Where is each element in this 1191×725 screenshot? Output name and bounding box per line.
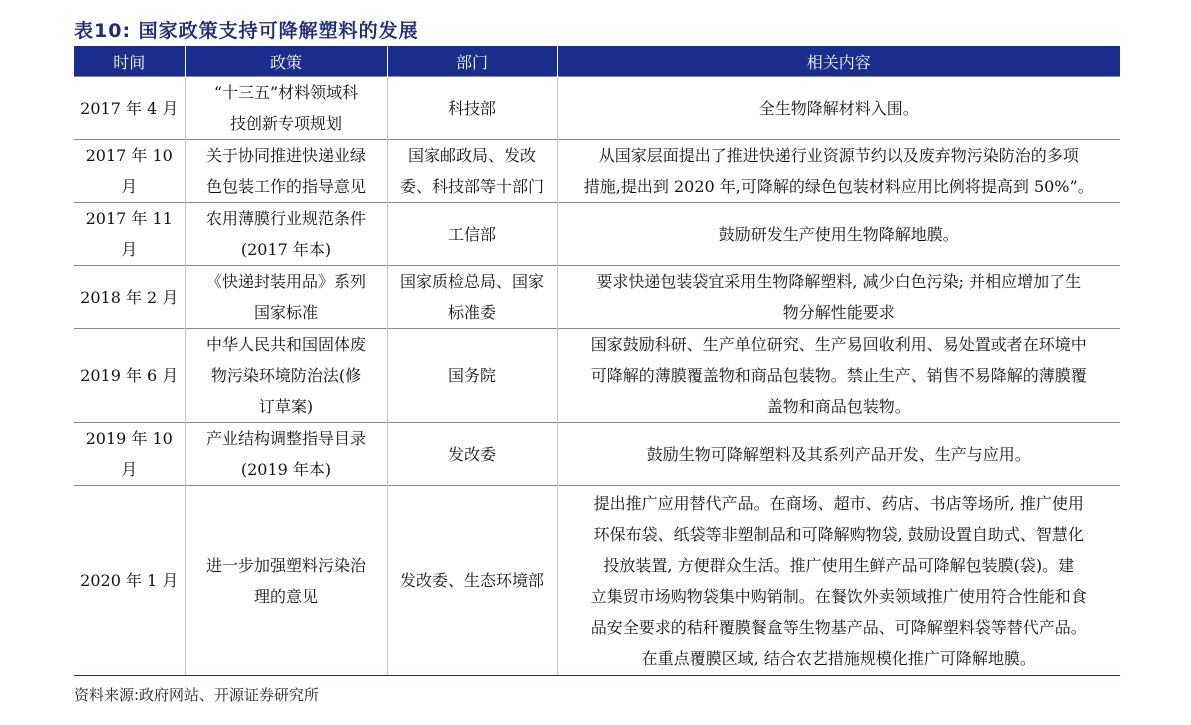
cell-content bbox=[557, 203, 1120, 266]
cell-policy-line: (2017 年本) bbox=[240, 240, 332, 259]
cell-policy-line: 中华人民共和国固体废 bbox=[205, 335, 366, 354]
cell-time: 2019 年 10 月 bbox=[74, 423, 185, 486]
cell-policy-line: 进一步加强塑料污染治 bbox=[205, 555, 366, 575]
cell-policy bbox=[185, 423, 387, 486]
table-row bbox=[74, 266, 1120, 329]
cell-content bbox=[557, 77, 1120, 140]
cell-policy-line: 国家标准 bbox=[253, 303, 318, 322]
cell-department-line: 国务院 bbox=[447, 366, 496, 385]
cell-time: 2017 年 11 月 bbox=[74, 203, 185, 266]
cell-time: 2019 年 6 月 bbox=[74, 329, 185, 423]
cell-content-line: 在重点覆膜区域, 结合农艺措施规模化推广可降解地膜。 bbox=[641, 648, 1036, 668]
source-note: 资料来源:政府网站、开源证券研究所 bbox=[74, 686, 320, 704]
cell-content-line: 国家鼓励科研、生产单位研究、生产易回收利用、易处置或者在环境中 bbox=[590, 335, 1087, 354]
cell-department-line: 科技部 bbox=[447, 98, 496, 118]
cell-policy-line: 技创新专项规划 bbox=[229, 114, 342, 133]
cell-content-line: 鼓励研发生产使用生物降解地膜。 bbox=[718, 224, 959, 244]
table-row bbox=[74, 140, 1120, 203]
cell-content bbox=[557, 329, 1120, 423]
cell-content bbox=[557, 266, 1120, 329]
cell-department-line: 国家质检总局、国家 bbox=[399, 272, 544, 291]
cell-policy bbox=[185, 77, 387, 140]
cell-policy bbox=[185, 486, 387, 676]
cell-content-line: 环保布袋、纸袋等非塑制品和可降解购物袋, 鼓励设置自助式、智慧化 bbox=[593, 524, 1084, 544]
cell-department-line: 标准委 bbox=[447, 303, 496, 322]
cell-content-line: 盖物和商品包装物。 bbox=[766, 397, 911, 416]
cell-content-line: 全生物降解材料入围。 bbox=[758, 98, 919, 118]
cell-content-line: 立集贸市场购物袋集中购销制。在餐饮外卖领域推广使用符合性能和食 bbox=[590, 586, 1087, 606]
table-title: 表10: 国家政策支持可降解塑料的发展 bbox=[74, 20, 419, 42]
header-department: 部门 bbox=[387, 46, 557, 77]
table-row bbox=[74, 77, 1120, 140]
cell-policy-line: (2019 年本) bbox=[240, 460, 332, 479]
cell-content bbox=[557, 140, 1120, 203]
cell-policy-line: 理的意见 bbox=[253, 586, 318, 606]
cell-content-line: 可降解的薄膜覆盖物和商品包装物。禁止生产、销售不易降解的薄膜覆 bbox=[590, 366, 1087, 385]
cell-department-line: 国家邮政局、发改 bbox=[407, 146, 536, 165]
cell-content-line: 要求快递包装袋宜采用生物降解塑料, 减少白色污染; 并相应增加了生 bbox=[596, 272, 1082, 291]
cell-policy bbox=[185, 266, 387, 329]
cell-content-line: 从国家层面提出了推进快递行业资源节约以及废弃物污染防治的多项 bbox=[598, 146, 1079, 165]
cell-policy-line: “十三五”材料领域科 bbox=[213, 83, 359, 102]
policy-table bbox=[74, 46, 1120, 676]
cell-policy-line: 色包装工作的指导意见 bbox=[205, 177, 366, 196]
cell-department-line: 工信部 bbox=[447, 224, 496, 244]
cell-content-line: 提出推广应用替代产品。在商场、超市、药店、书店等场所, 推广使用 bbox=[593, 493, 1084, 513]
cell-department-line: 发改委 bbox=[447, 444, 496, 464]
cell-policy bbox=[185, 329, 387, 423]
cell-time: 2017 年 10 月 bbox=[74, 140, 185, 203]
cell-content-line: 投放装置, 方便群众生活。推广使用生鲜产品可降解包装膜(袋)。建 bbox=[603, 555, 1075, 575]
cell-department-line: 委、科技部等十部门 bbox=[399, 177, 544, 196]
header-content: 相关内容 bbox=[557, 46, 1120, 77]
cell-policy-line: 物污染环境防治法(修 bbox=[210, 366, 362, 385]
cell-department bbox=[387, 423, 557, 486]
cell-department-line: 发改委、生态环境部 bbox=[399, 571, 544, 590]
table-body bbox=[74, 77, 1120, 676]
cell-department bbox=[387, 140, 557, 203]
cell-policy-line: 关于协同推进快递业绿 bbox=[205, 146, 366, 165]
cell-content-line: 品安全要求的秸秆覆膜餐盒等生物基产品、可降解塑料袋等替代产品。 bbox=[590, 617, 1087, 637]
header-time: 时间 bbox=[74, 46, 185, 77]
cell-time: 2018 年 2 月 bbox=[74, 266, 185, 329]
cell-content bbox=[557, 423, 1120, 486]
cell-policy-line: 产业结构调整指导目录 bbox=[205, 429, 366, 448]
cell-department bbox=[387, 203, 557, 266]
table-row bbox=[74, 486, 1120, 676]
table-row bbox=[74, 203, 1120, 266]
cell-department bbox=[387, 486, 557, 676]
table-row bbox=[74, 329, 1120, 423]
cell-department bbox=[387, 266, 557, 329]
cell-content-line: 物分解性能要求 bbox=[782, 303, 895, 322]
cell-policy-line: 订草案) bbox=[258, 397, 314, 416]
cell-department bbox=[387, 329, 557, 423]
cell-policy bbox=[185, 203, 387, 266]
cell-content-line: 鼓励生物可降解塑料及其系列产品开发、生产与应用。 bbox=[646, 444, 1031, 464]
table-header-row bbox=[74, 46, 1120, 77]
cell-department bbox=[387, 77, 557, 140]
cell-time: 2017 年 4 月 bbox=[74, 77, 185, 140]
table-row bbox=[74, 423, 1120, 486]
cell-content bbox=[557, 486, 1120, 676]
cell-policy-line: 《快递封装用品》系列 bbox=[205, 272, 366, 291]
cell-time: 2020 年 1 月 bbox=[74, 486, 185, 676]
header-policy: 政策 bbox=[185, 46, 387, 77]
cell-policy-line: 农用薄膜行业规范条件 bbox=[205, 209, 366, 228]
cell-content-line: 措施,提出到 2020 年,可降解的绿色包装材料应用比例将提高到 50%”。 bbox=[583, 177, 1094, 196]
cell-policy bbox=[185, 140, 387, 203]
